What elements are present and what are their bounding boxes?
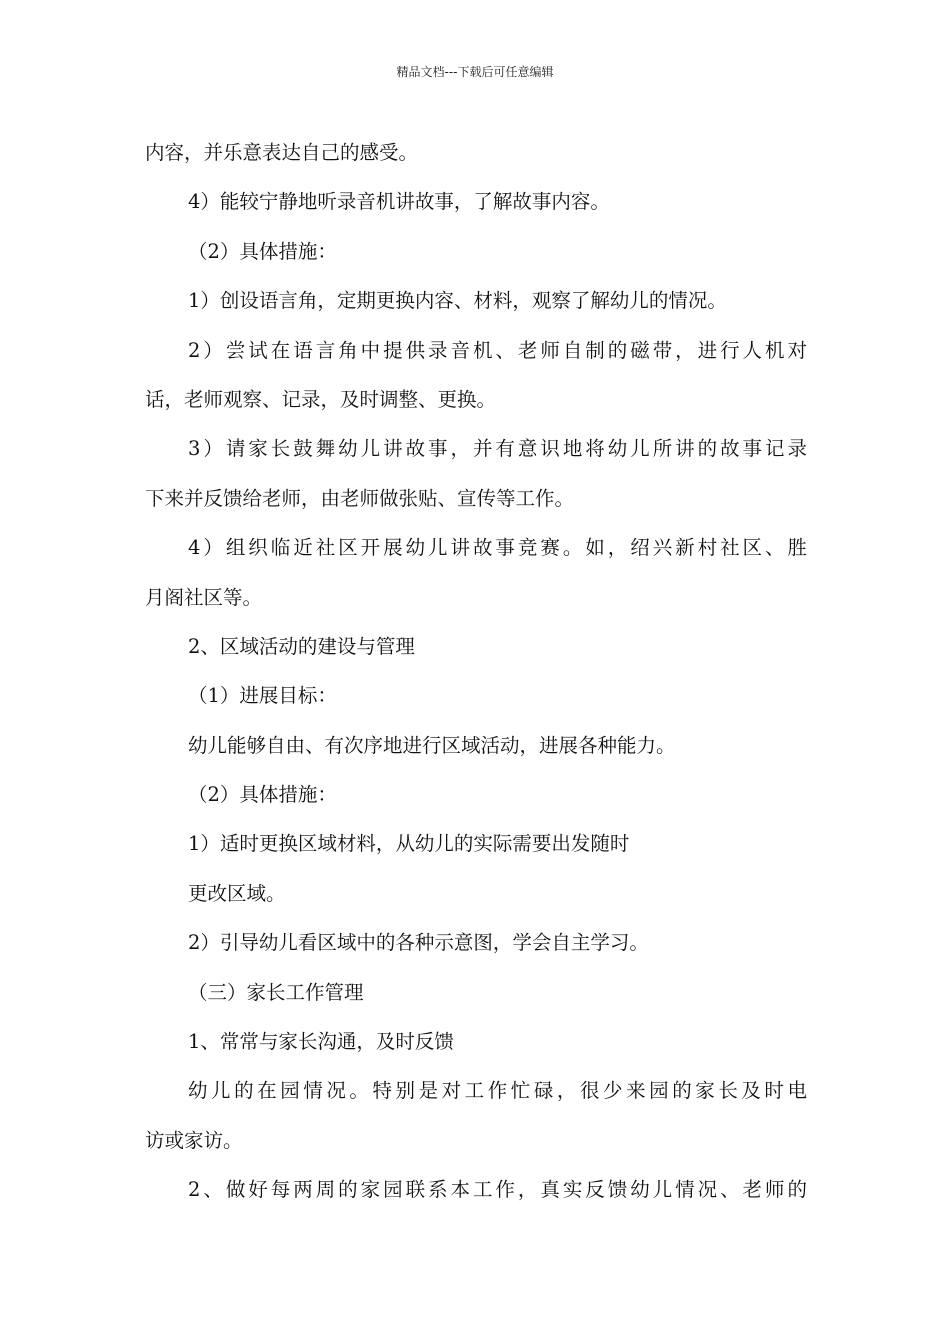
text-line: 1）适时更换区域材料，从幼儿的实际需要出发随时 [188, 832, 630, 856]
text-line: 内容，并乐意表达自己的感受。 [145, 141, 419, 164]
text-line: 2）引导幼儿看区域中的各种示意图，学会自主学习。 [188, 931, 649, 955]
text-line: 下来并反馈给老师，由老师做张贴、宣传等工作。 [145, 486, 575, 510]
text-line: 月阁社区等。 [145, 585, 263, 609]
text-line: 更改区域。 [188, 881, 286, 905]
text-line: （三）家长工作管理 [188, 980, 364, 1004]
text-line: 访或家访。 [145, 1128, 243, 1152]
text-line: （1）进展目标： [188, 684, 337, 708]
text-line: 幼儿能够自由、有次序地进行区域活动，进展各种能力。 [188, 733, 676, 757]
page-header: 精品文档---下载后可任意编辑 [396, 65, 554, 79]
text-line: 3）请家长鼓舞幼儿讲故事，并有意识地将幼儿所讲的故事记录 [188, 437, 807, 461]
document-body [145, 128, 807, 1215]
text-line: （2）具体措施： [188, 239, 337, 263]
text-line: 1、常常与家长沟通，及时反馈 [188, 1030, 454, 1054]
text-line: 4）组织临近社区开展幼儿讲故事竞赛。如，绍兴新村社区、胜 [188, 536, 807, 560]
text-line: 话，老师观察、记录，及时调整、更换。 [145, 387, 497, 411]
text-line: 2、区域活动的建设与管理 [188, 634, 415, 658]
text-line: （2）具体措施： [188, 783, 337, 807]
text-line: 2）尝试在语言角中提供录音机、老师自制的磁带，进行人机对 [188, 338, 807, 362]
text-line: 4）能较宁静地听录音机讲故事，了解故事内容。 [188, 190, 610, 214]
text-line: 1）创设语言角，定期更换内容、材料，观察了解幼儿的情况。 [188, 289, 727, 313]
text-line: 幼儿的在园情况。特别是对工作忙碌，很少来园的家长及时电 [188, 1079, 807, 1103]
text-line: 2、做好每两周的家园联系本工作，真实反馈幼儿情况、老师的 [188, 1178, 807, 1202]
